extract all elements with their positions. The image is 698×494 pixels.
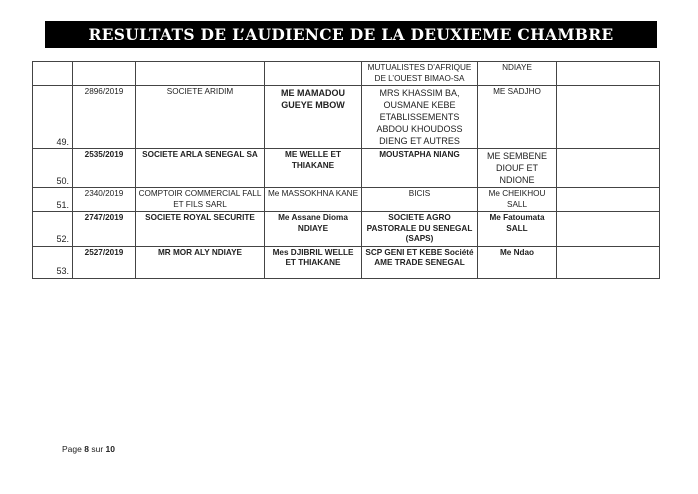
page-title-banner: RESULTATS DE L’AUDIENCE DE LA DEUXIEME CHAMBRE bbox=[45, 21, 657, 48]
table-row bbox=[33, 86, 660, 149]
table-row bbox=[33, 246, 660, 278]
table-row bbox=[33, 212, 660, 247]
result-cell bbox=[557, 212, 660, 247]
row-number: 51. bbox=[33, 188, 73, 212]
party-counsel: Me Assane Dioma NDIAYE bbox=[265, 212, 362, 247]
result-cell bbox=[557, 246, 660, 278]
page-total: 10 bbox=[105, 444, 115, 454]
opposing-party: MRS KHASSIM BA, OUSMANE KEBE ETABLISSEMENTS ABDOU KHOUDOSS DIENG ET AUTRES bbox=[362, 86, 478, 149]
page-footer bbox=[62, 444, 115, 454]
opposing-party: SOCIETE AGRO PASTORALE DU SENEGAL (SAPS) bbox=[362, 212, 478, 247]
party-counsel bbox=[265, 62, 362, 86]
page-number: 8 bbox=[84, 444, 89, 454]
opposing-party: SCP GENI ET KEBE Société AME TRADE SENEGAL bbox=[362, 246, 478, 278]
opposing-party: MUTUALISTES D’AFRIQUE DE L’OUEST BIMAO-SA bbox=[362, 62, 478, 86]
party-name: SOCIETE ARLA SENEGAL SA bbox=[136, 149, 265, 188]
opposing-counsel: Me CHEIKHOU SALL bbox=[478, 188, 557, 212]
row-number: 50. bbox=[33, 149, 73, 188]
party-counsel: Me MASSOKHNA KANE bbox=[265, 188, 362, 212]
case-reference bbox=[73, 62, 136, 86]
result-cell bbox=[557, 149, 660, 188]
results-table bbox=[32, 61, 660, 279]
party-name: SOCIETE ARIDIM bbox=[136, 86, 265, 149]
opposing-party: MOUSTAPHA NIANG bbox=[362, 149, 478, 188]
table-row bbox=[33, 188, 660, 212]
party-name: COMPTOIR COMMERCIAL FALL ET FILS SARL bbox=[136, 188, 265, 212]
party-name bbox=[136, 62, 265, 86]
row-number: 49. bbox=[33, 86, 73, 149]
opposing-counsel: ME SEMBENE DIOUF ET NDIONE bbox=[478, 149, 557, 188]
row-number: 52. bbox=[33, 212, 73, 247]
table-row bbox=[33, 62, 660, 86]
opposing-counsel: Me Ndao bbox=[478, 246, 557, 278]
party-counsel: Mes DJIBRIL WELLE ET THIAKANE bbox=[265, 246, 362, 278]
row-number bbox=[33, 62, 73, 86]
case-reference: 2340/2019 bbox=[73, 188, 136, 212]
party-name: MR MOR ALY NDIAYE bbox=[136, 246, 265, 278]
case-reference: 2535/2019 bbox=[73, 149, 136, 188]
opposing-counsel: NDIAYE bbox=[478, 62, 557, 86]
page-separator: sur bbox=[91, 444, 104, 454]
party-counsel: ME MAMADOU GUEYE MBOW bbox=[265, 86, 362, 149]
case-reference: 2747/2019 bbox=[73, 212, 136, 247]
page-label: Page bbox=[62, 444, 82, 454]
opposing-counsel: ME SADJHO bbox=[478, 86, 557, 149]
result-cell bbox=[557, 86, 660, 149]
case-reference: 2527/2019 bbox=[73, 246, 136, 278]
opposing-party: BICIS bbox=[362, 188, 478, 212]
case-reference: 2896/2019 bbox=[73, 86, 136, 149]
table-row bbox=[33, 149, 660, 188]
result-cell bbox=[557, 62, 660, 86]
row-number: 53. bbox=[33, 246, 73, 278]
party-counsel: ME WELLE ET THIAKANE bbox=[265, 149, 362, 188]
opposing-counsel: Me Fatoumata SALL bbox=[478, 212, 557, 247]
result-cell bbox=[557, 188, 660, 212]
party-name: SOCIETE ROYAL SECURITE bbox=[136, 212, 265, 247]
